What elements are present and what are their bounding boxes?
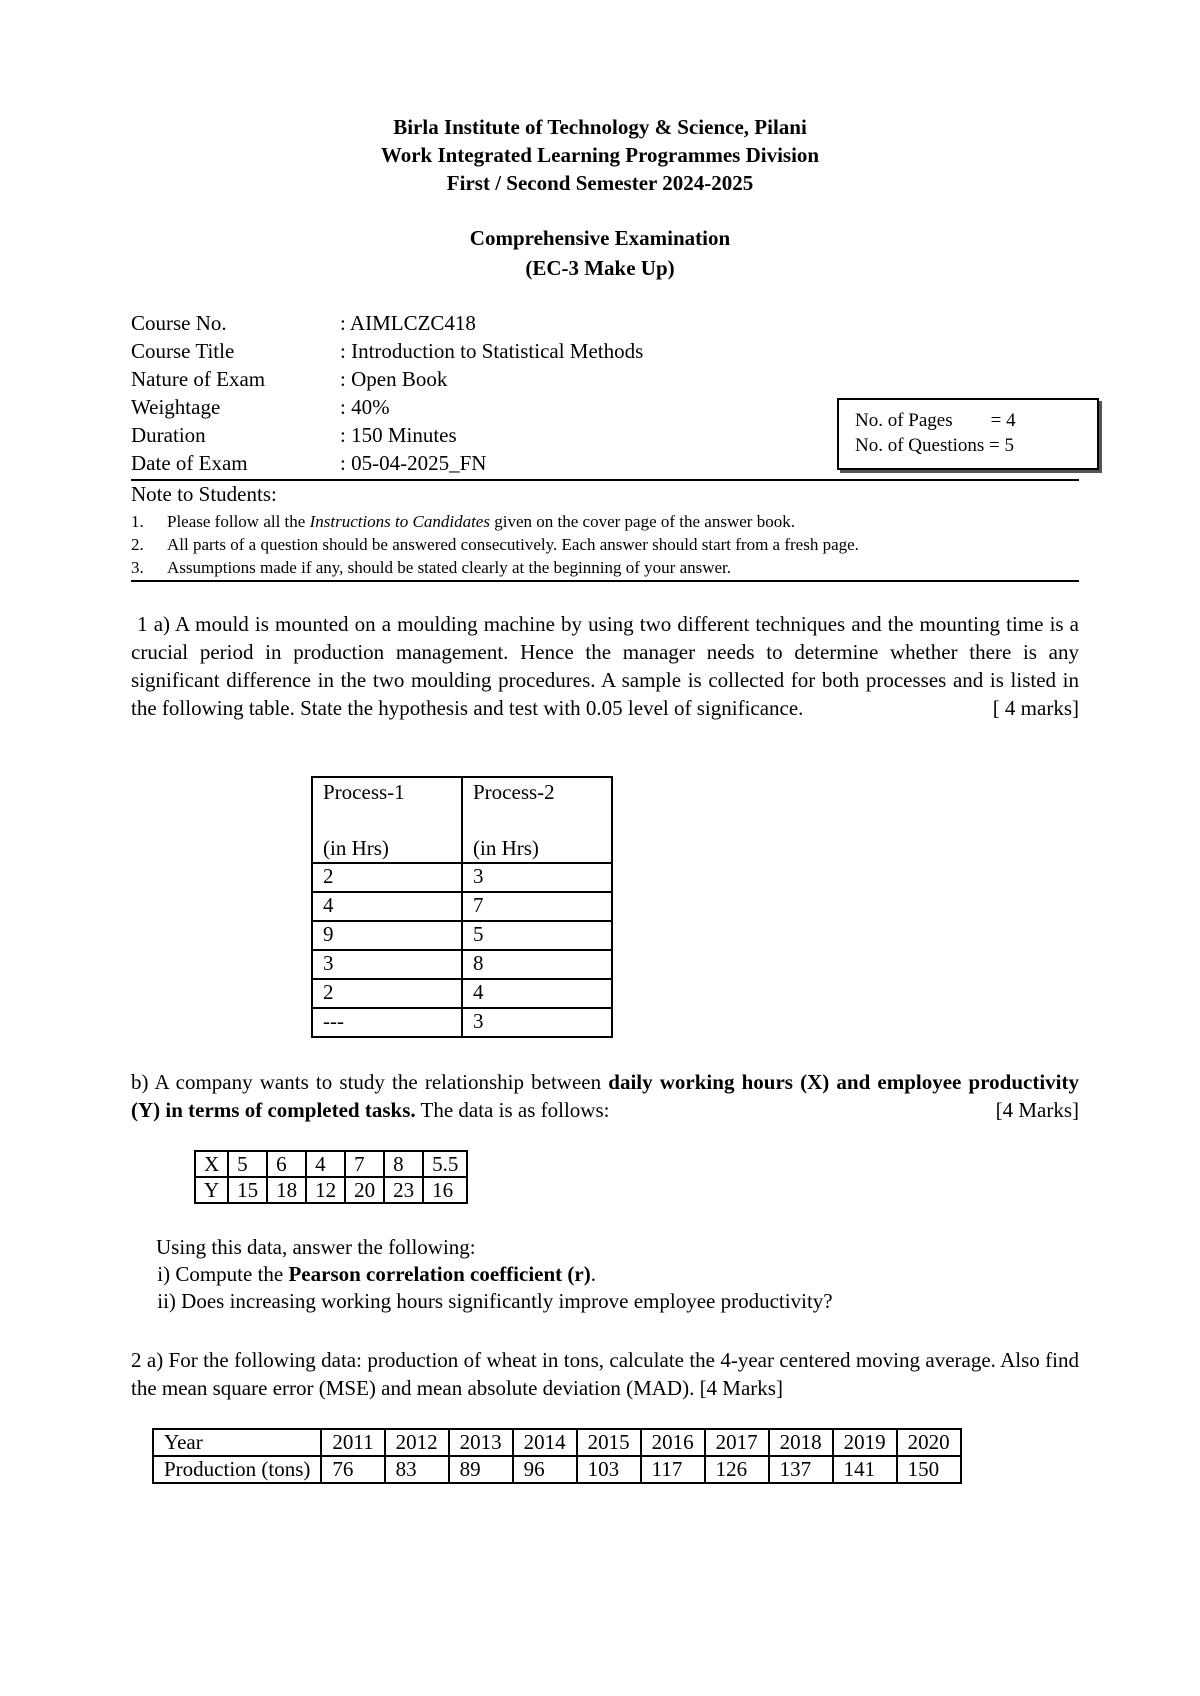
xy-table — [194, 1150, 468, 1204]
table-cell: 150 — [897, 1456, 961, 1483]
note-text: Assumptions made if any, should be stated clearly at the beginning of your answer. — [167, 558, 732, 577]
part-bold-text: Pearson correlation coefficient (r) — [288, 1262, 591, 1286]
question-bold-text: daily working hours (X) and employee productivity (Y) in terms of completed tasks. — [131, 1070, 1079, 1122]
header-line: (in Hrs) — [473, 836, 539, 860]
meta-value: : 05-04-2025_FN — [340, 451, 487, 475]
table-row — [312, 863, 612, 892]
table-header-cell — [462, 777, 612, 863]
table-header-row — [312, 777, 612, 863]
table-cell: 3 — [462, 1008, 612, 1037]
table-cell: 117 — [641, 1456, 705, 1483]
exam-title: Comprehensive Examination — [469, 226, 731, 250]
question-2a: 2 a) For the following data: production of wheat in tons, calculate the 4-year centered moving average. Also find the mean square error (MSE) and mean absolute deviation (MAD). [4 Marks] — [131, 1348, 1079, 1400]
table-cell: 18 — [267, 1177, 306, 1203]
marks-label: [ 4 marks] — [992, 696, 1079, 720]
institute-name: Birla Institute of Technology & Science, Pilani — [393, 115, 807, 139]
table-cell: 2018 — [769, 1429, 833, 1456]
marks-label: [4 Marks] — [995, 1098, 1079, 1122]
table-cell: 23 — [384, 1177, 423, 1203]
table-cell: 2 — [312, 979, 462, 1008]
divider-bottom — [131, 580, 1079, 582]
table-cell: 3 — [462, 863, 612, 892]
meta-value: : Introduction to Statistical Methods — [340, 339, 644, 363]
table-cell: 76 — [321, 1456, 384, 1483]
table-cell: 103 — [577, 1456, 641, 1483]
header-line: Process-1 — [323, 780, 405, 804]
note-number: 3. — [131, 558, 144, 577]
table-cell: 126 — [705, 1456, 769, 1483]
table-cell: 6 — [267, 1151, 306, 1177]
table-row — [312, 979, 612, 1008]
part-text: . — [590, 1262, 596, 1286]
table-cell: 2017 — [705, 1429, 769, 1456]
table-cell: 83 — [385, 1456, 449, 1483]
table-cell: 2012 — [385, 1429, 449, 1456]
table-cell: 8 — [462, 950, 612, 979]
header-line: Process-2 — [473, 780, 555, 804]
meta-label: Date of Exam — [131, 451, 248, 475]
q1b-part-ii: ii) Does increasing working hours significantly improve employee productivity? — [152, 1289, 833, 1313]
table-cell: 12 — [306, 1177, 345, 1203]
table-cell: 20 — [345, 1177, 384, 1203]
pages-count: No. of Pages = 4 — [855, 410, 1016, 431]
table-row — [312, 1008, 612, 1037]
table-row-production — [153, 1456, 961, 1483]
table-cell: 15 — [228, 1177, 267, 1203]
notes-heading: Note to Students: — [131, 482, 277, 506]
meta-label: Weightage — [131, 395, 221, 419]
table-cell: 8 — [384, 1151, 423, 1177]
meta-value: : 150 Minutes — [340, 423, 457, 447]
note-text: All parts of a question should be answered consecutively. Each answer should start from a fresh page. — [167, 535, 859, 554]
table-cell: 7 — [462, 892, 612, 921]
table-cell: 2013 — [449, 1429, 513, 1456]
table-cell: 7 — [345, 1151, 384, 1177]
table-row — [312, 950, 612, 979]
table-row-year — [153, 1429, 961, 1456]
table-cell: Year — [153, 1429, 321, 1456]
table-cell: 137 — [769, 1456, 833, 1483]
note-text-part: given on the cover page of the answer book. — [489, 512, 795, 531]
table-cell: 141 — [833, 1456, 897, 1483]
table-cell: 5 — [228, 1151, 267, 1177]
table-cell: 3 — [312, 950, 462, 979]
meta-label: Course Title — [131, 339, 235, 363]
question-text: b) A company wants to study the relationship between — [131, 1070, 609, 1094]
semester: First / Second Semester 2024-2025 — [446, 171, 754, 195]
meta-label: Nature of Exam — [131, 367, 266, 391]
meta-value: : AIMLCZC418 — [340, 311, 476, 335]
table-cell: 2014 — [513, 1429, 577, 1456]
division-name: Work Integrated Learning Programmes Division — [380, 143, 820, 167]
meta-value: : 40% — [340, 395, 390, 419]
table-cell: 5.5 — [423, 1151, 467, 1177]
table-cell: 2020 — [897, 1429, 961, 1456]
question-text: 1 a) A mould is mounted on a moulding machine by using two different techniques and the mounting time is a crucial period in production management. Hence the manager needs to determine whether there is any significant difference in the two moulding procedures. A sample is collected for both processes and is listed in the following table. State the hypothesis and test with 0.05 level of significance. — [131, 612, 1085, 720]
table-cell: 4 — [312, 892, 462, 921]
note-text-part: Please follow all the — [167, 512, 310, 531]
meta-label: Course No. — [131, 311, 227, 335]
q1b-part-i — [152, 1262, 596, 1287]
q1b-lead: Using this data, answer the following: — [156, 1235, 476, 1259]
table-cell: 2019 — [833, 1429, 897, 1456]
question-text: The data is as follows: — [415, 1098, 610, 1122]
note-number: 1. — [131, 512, 144, 531]
table-cell: 2015 — [577, 1429, 641, 1456]
table-cell: 2016 — [641, 1429, 705, 1456]
meta-value: : Open Book — [340, 367, 448, 391]
part-text: i) Compute the — [152, 1262, 289, 1286]
questions-count: No. of Questions = 5 — [855, 435, 1015, 456]
table-row — [312, 892, 612, 921]
table-cell: 5 — [462, 921, 612, 950]
table-cell: 16 — [423, 1177, 467, 1203]
meta-label: Duration — [131, 423, 206, 447]
table-row-y — [195, 1177, 467, 1203]
table-cell: 4 — [306, 1151, 345, 1177]
table-cell: Production (tons) — [153, 1456, 321, 1483]
table-row — [312, 921, 612, 950]
table-cell: Y — [195, 1177, 228, 1203]
table-cell: X — [195, 1151, 228, 1177]
table-cell: 4 — [462, 979, 612, 1008]
note-number: 2. — [131, 535, 144, 554]
production-table — [152, 1428, 962, 1484]
table-cell: --- — [312, 1008, 462, 1037]
table-cell: 2 — [312, 863, 462, 892]
table-header-cell — [312, 777, 462, 863]
question-1a — [131, 610, 1085, 722]
question-1b — [131, 1068, 1079, 1124]
note-text — [167, 512, 795, 532]
table-cell: 9 — [312, 921, 462, 950]
table-cell: 2011 — [321, 1429, 384, 1456]
pages-info-box — [837, 398, 1099, 470]
table-cell: 89 — [449, 1456, 513, 1483]
table-row-x — [195, 1151, 467, 1177]
note-emphasis: Instructions to Candidates — [309, 512, 490, 531]
divider-top — [131, 479, 1079, 481]
exam-subtitle: (EC-3 Make Up) — [525, 256, 675, 280]
process-table — [311, 776, 613, 1038]
table-cell: 96 — [513, 1456, 577, 1483]
header-line: (in Hrs) — [323, 836, 389, 860]
